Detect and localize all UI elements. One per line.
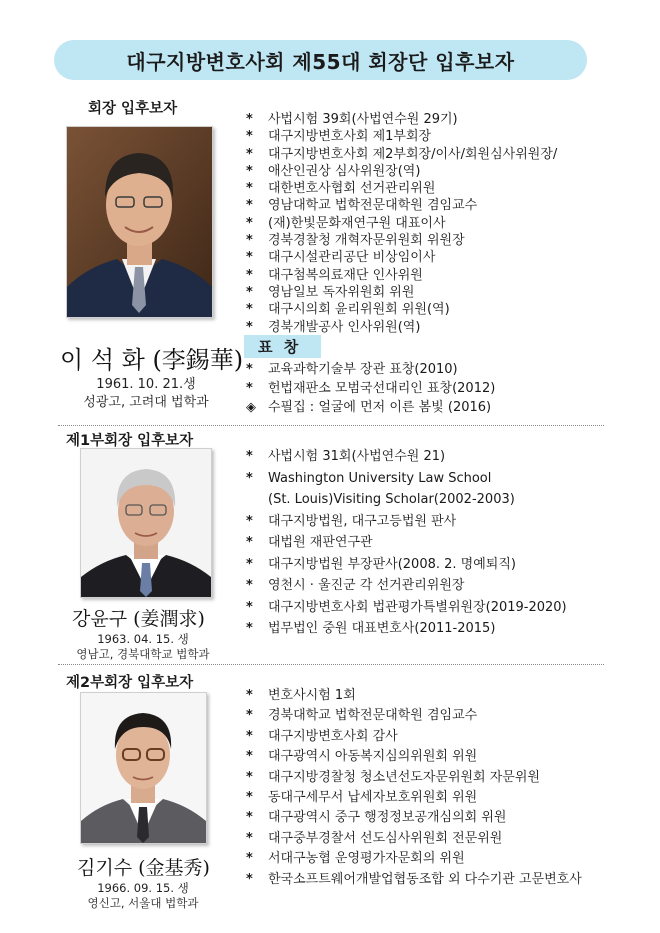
- list-item: [246, 319, 557, 336]
- vp1-photo: [80, 448, 212, 598]
- list-item: [246, 128, 557, 145]
- list-item-text: 대구지방경찰청 청소년선도자문위원회 자문위원: [268, 769, 540, 785]
- list-item: [246, 468, 567, 490]
- vp1-name: 강윤구 (姜潤求): [72, 608, 205, 630]
- list-item: [246, 301, 557, 318]
- list-item-text: 변호사시험 1회: [268, 688, 356, 703]
- list-item-text: 대구시의회 윤리위원회 위원(역): [268, 302, 450, 318]
- portrait-photo-icon: [81, 693, 206, 843]
- president-school: 성광고, 고려대 법학과: [83, 395, 209, 410]
- bullet-mark: *: [246, 163, 253, 179]
- list-item-text: 교육과학기술부 장관 표창(2010): [268, 362, 458, 377]
- list-item-text: 경북경찰청 개혁자문위원회 위원장: [268, 233, 465, 249]
- list-item-text: (재)한빛문화재연구원 대표이사: [268, 215, 446, 231]
- president-birth: 1961. 10. 21.생: [96, 377, 196, 392]
- list-item: [246, 249, 557, 266]
- list-item: [246, 532, 567, 554]
- list-item-text: 헌법재판소 모범국선대리인 표창(2012): [268, 381, 496, 396]
- list-item-text: 사법시험 31회(사법연수원 21): [268, 449, 446, 464]
- bullet-mark: *: [246, 362, 253, 377]
- bullet-mark: *: [246, 319, 253, 335]
- bullet-mark: *: [246, 198, 253, 214]
- list-item-text: 대한변호사협회 선거관리위원: [268, 181, 436, 197]
- list-item-text: (St. Louis)Visiting Scholar(2002-2003): [268, 492, 515, 507]
- list-item: [246, 768, 582, 788]
- list-item: [246, 398, 495, 417]
- list-item: [246, 163, 557, 180]
- list-item-text: 동대구세무서 납세자보호위원회 위원: [268, 790, 478, 806]
- list-item-text: 대구중부경찰서 선도심사위원회 전문위원: [268, 830, 503, 846]
- list-item-text: 대구지방법원, 대구고등법원 판사: [268, 513, 457, 529]
- list-item-text: 대구지방변호사회 법관평가특별위원장(2019-2020): [268, 599, 567, 615]
- list-item: [246, 360, 495, 379]
- list-item-text: 대구지방변호사회 제2부회장/이사/회원심사위원장/: [268, 146, 558, 162]
- list-item: [246, 197, 557, 214]
- list-item: [246, 284, 557, 301]
- president-career-list: [246, 111, 557, 336]
- bullet-mark: *: [246, 449, 253, 464]
- list-item: [246, 379, 495, 398]
- list-item: [246, 808, 582, 828]
- list-item: [246, 788, 582, 808]
- vp2-career-list: [246, 686, 582, 890]
- section-divider: [58, 664, 604, 665]
- list-item: [246, 111, 557, 128]
- bullet-mark: *: [246, 250, 253, 266]
- list-item-text: 영천시 · 울진군 각 선거관리위원장: [268, 578, 465, 593]
- list-item-text: 법무법인 중원 대표변호사(2011-2015): [268, 621, 496, 636]
- list-item: [246, 575, 567, 597]
- vp1-school: 영남고, 경북대학교 법학과: [76, 647, 210, 661]
- bullet-mark: *: [246, 513, 253, 529]
- bullet-mark: *: [246, 830, 253, 846]
- list-item: [246, 489, 567, 511]
- page-title: 대구지방변호사회 제55대 회장단 입후보자: [54, 40, 587, 80]
- list-item-text: 사법시험 39회(사법연수원 29기): [268, 112, 458, 127]
- bullet-mark: *: [246, 728, 253, 744]
- bullet-mark: *: [246, 470, 253, 486]
- list-item: [246, 267, 557, 284]
- list-item-text: 대법원 재판연구관: [268, 535, 373, 550]
- vp2-photo: [80, 692, 207, 844]
- list-item-text: 한국소프트웨어개발업협동조합 외 다수기관 고문변호사: [268, 871, 582, 887]
- bullet-mark: [246, 489, 268, 511]
- vp1-section-label: 제1부회장 입후보자: [66, 433, 194, 449]
- section-divider: [58, 425, 604, 426]
- bullet-mark: *: [246, 215, 253, 231]
- list-item: [246, 849, 582, 869]
- bullet-mark: *: [246, 578, 253, 593]
- list-item: [246, 706, 582, 726]
- list-item: [246, 215, 557, 232]
- list-item: [246, 747, 582, 767]
- list-item: [246, 618, 567, 640]
- list-item: [246, 686, 582, 706]
- bullet-mark: *: [246, 129, 253, 145]
- vp2-birth: 1966. 09. 15. 생: [97, 881, 189, 895]
- bullet-mark: *: [246, 621, 253, 636]
- list-item-text: 대구첨복의료재단 인사위원: [268, 267, 423, 283]
- vp2-name: 김기수 (金基秀): [77, 857, 210, 879]
- list-item-text: 대구지방변호사회 제1부회장: [268, 129, 432, 145]
- list-item-text: 대구시설관리공단 비상임이사: [268, 250, 436, 266]
- bullet-mark: *: [246, 284, 253, 300]
- president-section-label: 회장 입후보자: [88, 101, 178, 117]
- list-item: [246, 146, 557, 163]
- bullet-mark: *: [246, 749, 253, 765]
- list-item: [246, 554, 567, 576]
- portrait-photo-icon: [81, 449, 211, 597]
- list-item: [246, 232, 557, 249]
- bullet-mark: *: [246, 535, 253, 550]
- bullet-mark: *: [246, 112, 253, 127]
- list-item: [246, 511, 567, 533]
- bullet-mark: *: [246, 233, 253, 249]
- list-item: [246, 829, 582, 849]
- list-item-text: 영남대학교 법학전문대학원 겸임교수: [268, 198, 478, 214]
- president-name: 이 석 화 (李錫華): [60, 346, 244, 374]
- president-award-list: [246, 360, 495, 417]
- list-item: [246, 727, 582, 747]
- list-item: [246, 597, 567, 619]
- vp2-section-label: 제2부회장 입후보자: [66, 675, 194, 691]
- bullet-mark: *: [246, 267, 253, 283]
- bullet-mark: *: [246, 556, 253, 572]
- vp1-birth: 1963. 04. 15. 생: [97, 632, 189, 646]
- bullet-mark: *: [246, 790, 253, 806]
- portrait-photo-icon: [67, 127, 212, 317]
- vp2-school: 영신고, 서울대 법학과: [87, 896, 199, 910]
- president-photo: [66, 126, 213, 318]
- bullet-mark: *: [246, 181, 253, 197]
- bullet-mark: *: [246, 810, 253, 826]
- list-item-text: Washington University Law School: [268, 470, 492, 486]
- bullet-mark: ◈: [246, 400, 256, 415]
- list-item-text: 경북개발공사 인사위원(역): [268, 319, 421, 335]
- bullet-mark: *: [246, 302, 253, 318]
- bullet-mark: *: [246, 146, 253, 162]
- bullet-mark: *: [246, 769, 253, 785]
- bullet-mark: *: [246, 851, 253, 867]
- bullet-mark: *: [246, 599, 253, 615]
- bullet-mark: *: [246, 871, 253, 887]
- award-section-label: 표 창: [244, 335, 321, 358]
- list-item-text: 경북대학교 법학전문대학원 겸임교수: [268, 708, 478, 724]
- vp1-career-list: [246, 446, 567, 640]
- list-item: [246, 446, 567, 468]
- list-item-text: 수필집 : 얼굴에 먼저 이른 봄빛 (2016): [268, 400, 492, 415]
- list-item-text: 영남일보 독자위원회 위원: [268, 284, 415, 300]
- list-item-text: 대구광역시 중구 행정정보공개심의회 위원: [268, 810, 507, 826]
- list-item-text: 대구지방변호사회 감사: [268, 728, 398, 744]
- list-item-text: 대구지방법원 부장판사(2008. 2. 명예퇴직): [268, 556, 516, 572]
- list-item: [246, 870, 582, 890]
- bullet-mark: *: [246, 708, 253, 724]
- bullet-mark: *: [246, 688, 253, 703]
- list-item: [246, 180, 557, 197]
- list-item-text: 서대구농협 운영평가자문회의 위원: [268, 851, 465, 867]
- list-item-text: 대구광역시 아동복지심의위원회 위원: [268, 749, 478, 765]
- list-item-text: 애산인권상 심사위원장(역): [268, 163, 421, 179]
- bullet-mark: *: [246, 381, 253, 396]
